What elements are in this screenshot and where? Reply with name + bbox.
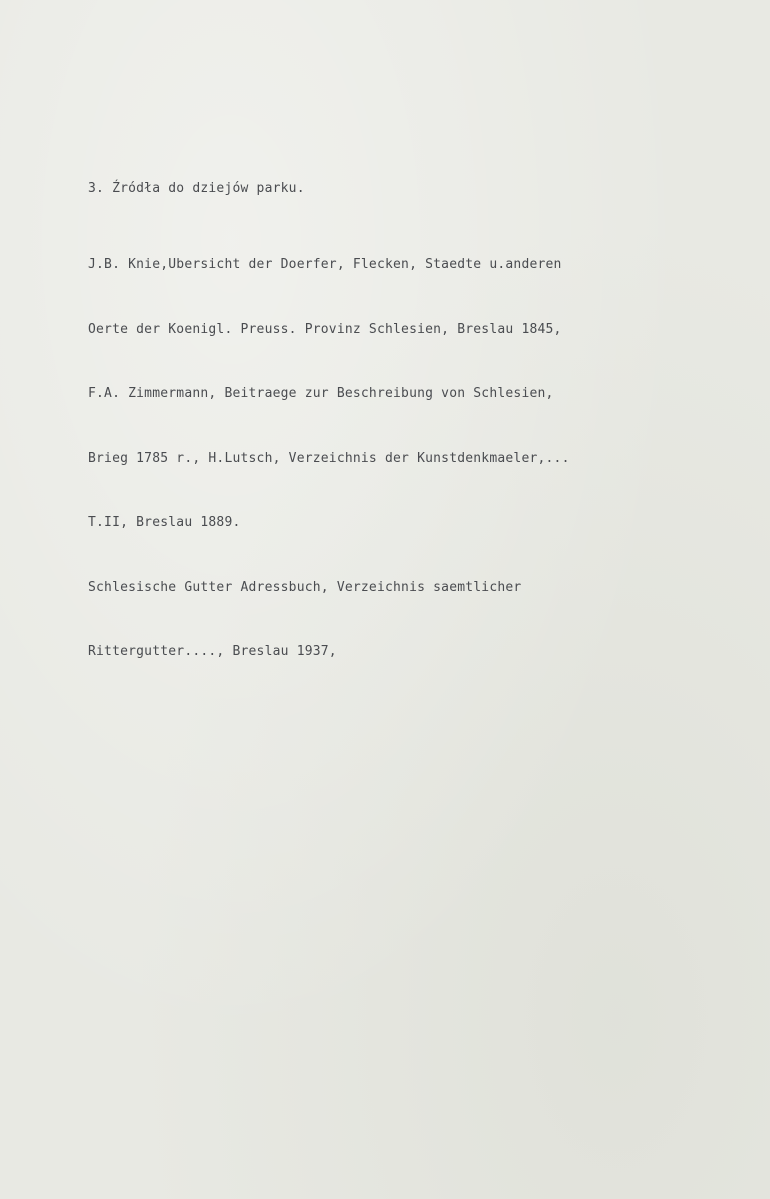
text-line: Oerte der Koenigl. Preuss. Provinz Schlesien, Breslau 1845, <box>88 321 562 337</box>
text-line: Schlesische Gutter Adressbuch, Verzeichnis saemtlicher <box>88 579 522 595</box>
text-line: Brieg 1785 r., H.Lutsch, Verzeichnis der Kunstdenkmaeler,... <box>88 450 570 466</box>
text-line: F.A. Zimmermann, Beitraege zur Beschreibung von Schlesien, <box>88 386 554 401</box>
text-line: J.B. Knie,Ubersicht der Doerfer, Flecken, Staedte u.anderen <box>88 257 562 272</box>
text-line: Rittergutter...., Breslau 1937, <box>88 644 337 659</box>
typewritten-text-block <box>88 144 748 700</box>
text-line: T.II, Breslau 1889. <box>88 515 241 530</box>
section-heading: 3. Źródła do dziejów parku. <box>88 181 305 196</box>
